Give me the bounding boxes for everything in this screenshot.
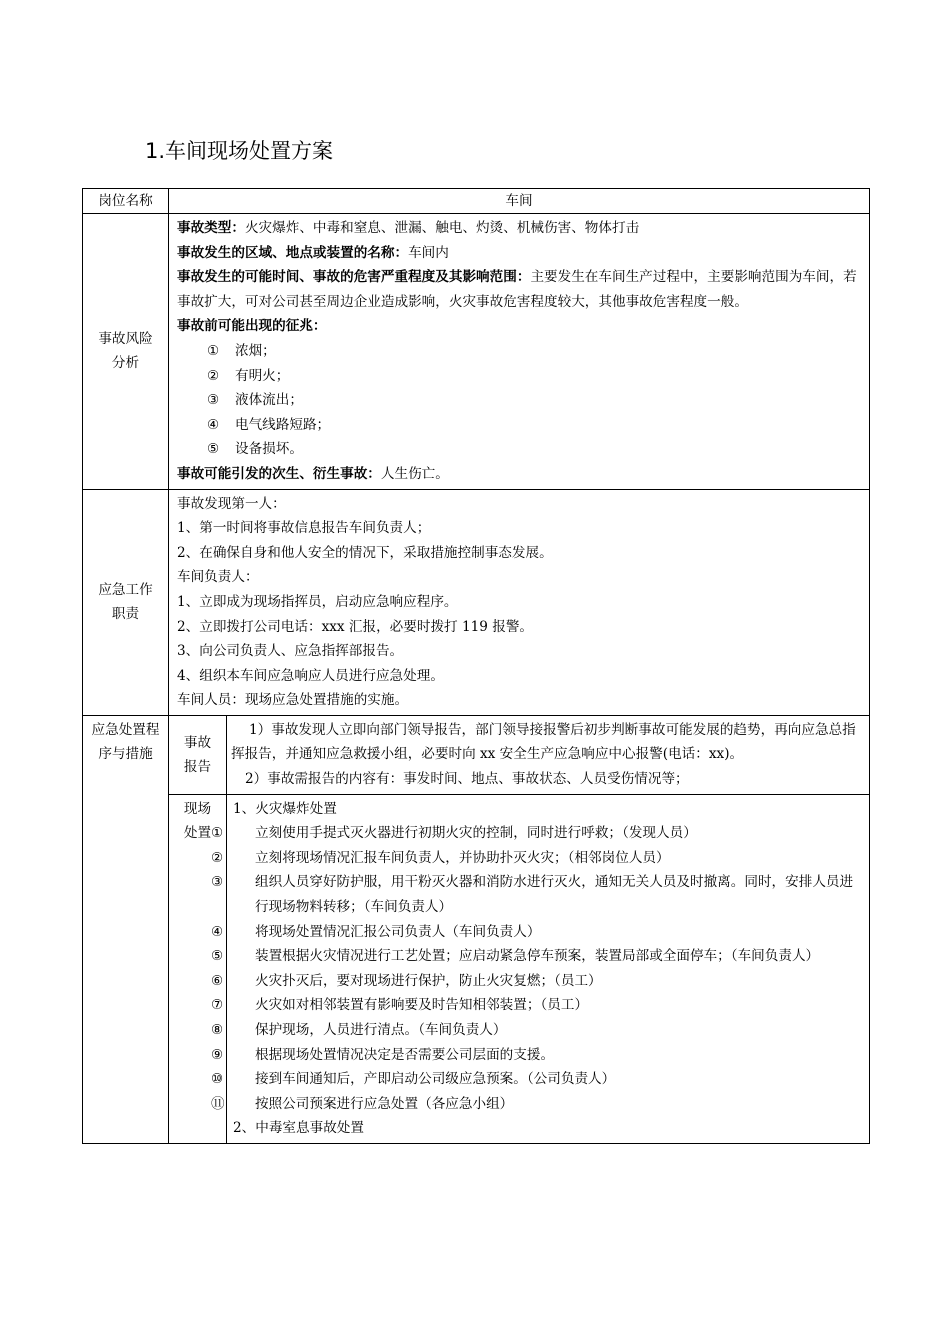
onsite-item: ⑩ 接到车间通知后，产即启动公司级应急预案。（公司负责人） [211,1071,616,1088]
duty-line: 事故发现第一人： [177,495,286,512]
onsite-item: ⑤ 装置根据火灾情况进行工艺处置；应启动紧急停车预案，装置局部或全面停车；（车间负责人） [211,948,820,965]
sign-item: ⑤ 设备损坏。 [207,441,303,458]
duties-content [169,489,870,715]
risk-content [169,214,870,490]
onsite-item: ④ 将现场处置情况汇报公司负责人（车间负责人） [211,923,541,940]
header-label: 岗位名称 [83,189,169,214]
duty-line: 2、立即拨打公司电话：xxx 汇报，必要时拨打 119 报警。 [177,618,534,635]
report-label [169,715,227,794]
duty-line: 2、在确保自身和他人安全的情况下，采取措施控制事态发展。 [177,544,553,561]
duty-line: 4、组织本车间应急响应人员进行应急处理。 [177,667,444,684]
duty-line: 3、向公司负责人、应急指挥部报告。 [177,643,404,660]
onsite-item: ① 立刻使用手提式灭火器进行初期火灾的控制，同时进行呼救；（发现人员） [211,825,697,842]
duties-label-text: 应急工作职责 [98,582,153,623]
procedure-label-text: 应急处置程序与措施 [91,721,160,762]
risk-line-secondary: 事故可能引发的次生、衍生事故：人生伤亡。 [177,465,449,482]
onsite-row [83,794,870,1143]
risk-label [83,214,169,490]
onsite-footer: 2、中毒室息事故处置 [233,1120,364,1137]
report-paragraph-2: 2）事故需报告的内容有：事发时间、地点、事故状态、人员受伤情况等； [245,771,689,788]
onsite-item: ③ 组织人员穿好防护服，用干粉灭火器和消防水进行灭火，通知无关人员及时撤离。同时，安排人员进行现场物料转移；（车间负责人） [211,874,854,916]
sign-item: ① 浓烟； [207,342,276,359]
onsite-content [211,794,870,1143]
onsite-item: ⑧ 保护现场，人员进行清点。（车间负责人） [211,1022,507,1038]
report-row [83,715,870,794]
plan-table [82,188,870,1144]
duties-row [83,489,870,715]
duty-line: 1、立即成为现场指挥员，启动应急响应程序。 [177,593,458,610]
risk-label-text: 事故风险分析 [98,331,153,372]
onsite-item: ⑦ 火灾如对相邻装置有影响要及时告知相邻装置；（员工） [211,997,589,1014]
risk-row [83,214,870,490]
risk-line-location: 事故发生的区域、地点或装置的名称：车间内 [177,244,449,261]
report-content [227,715,870,794]
header-value: 车间 [169,189,870,214]
procedure-label [83,715,169,1143]
onsite-item: ⑥ 火灾扑灭后，要对现场进行保护，防止火灾复燃；（员工） [211,972,602,989]
report-label-text: 事故报告 [183,734,212,775]
duty-line: 车间负责人： [177,569,259,586]
onsite-item: ⑨ 根据现场处置情况决定是否需要公司层面的支援。 [211,1046,555,1063]
onsite-label-text: 现场处置 [183,800,212,841]
onsite-item: ② 立刻将现场情况汇报车间负责人，并协助扑灭火灾；（相邻岗位人员） [211,849,670,866]
risk-line-signs-heading: 事故前可能出现的征兆： [177,318,327,335]
report-paragraph-1: 1）事故发现人立即向部门领导报告，部门领导接报警后初步判断事故可能发展的趋势，再向应急总指挥报告，并通知应急救援小组，必要时向 xx 安全生产应急响应中心报警(电话：xx)。 [231,721,856,763]
sign-item: ② 有明火； [207,367,290,384]
onsite-heading: 1、火灾爆炸处置 [233,800,337,817]
risk-line-type: 事故类型：火灾爆炸、中毒和窒息、泄漏、触电、灼烫、机械伤害、物体打击 [177,220,640,236]
duty-line: 车间人员：现场应急处置措施的实施。 [177,692,409,709]
sign-item: ④ 电气线路短路； [207,416,331,433]
risk-line-severity: 事故发生的可能时间、事故的危害严重程度及其影响范围：主要发生在车间生产过程中，主要影响范围为车间，若事故扩大，可对公司甚至周边企业造成影响，火灾事故危害程度较大，其他事故危害程度一般。 [177,269,857,310]
onsite-item: ⑪ 按照公司预案进行应急处置（各应急小组） [211,1095,514,1112]
duties-label [83,489,169,715]
sign-item: ③ 液体流出； [207,392,303,409]
duty-line: 1、第一时间将事故信息报告车间负责人； [177,520,431,537]
header-row [83,189,870,214]
page-title: 1.车间现场处置方案 [145,139,334,163]
